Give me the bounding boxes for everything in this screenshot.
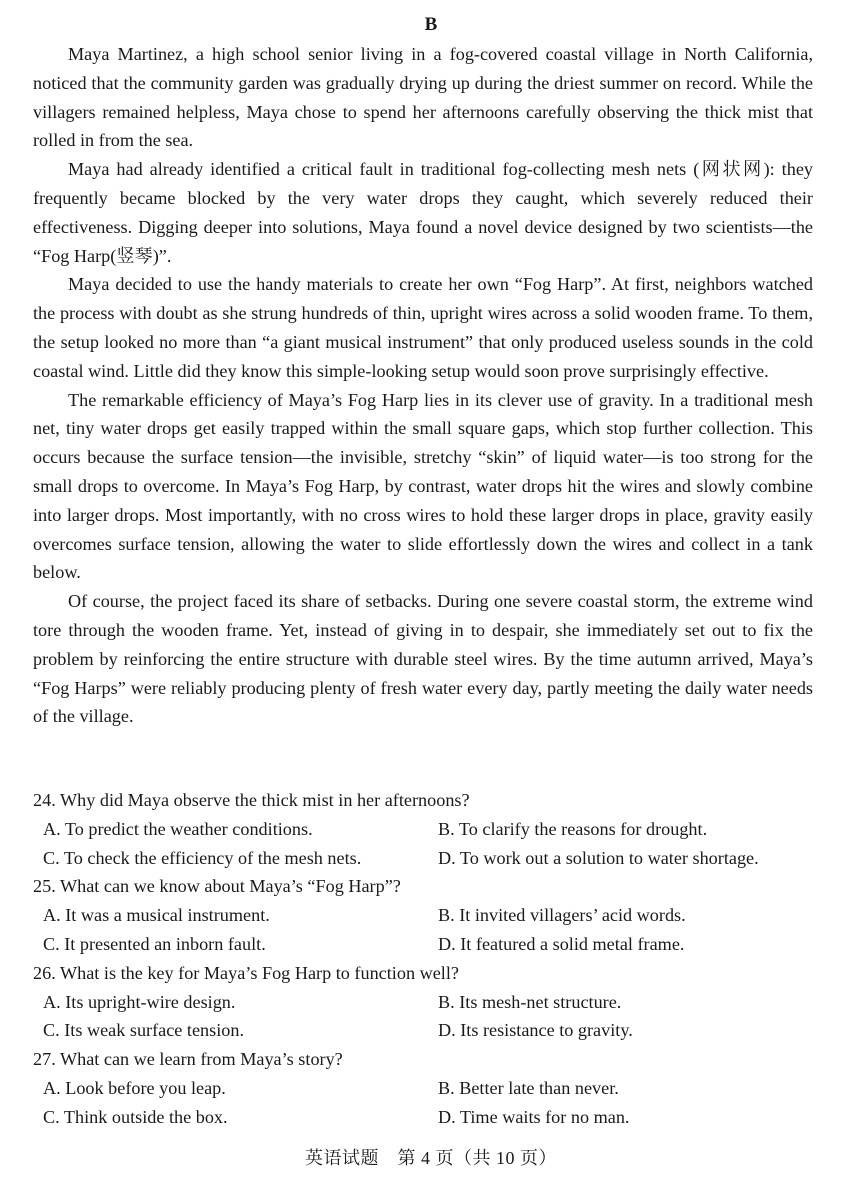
passage-paragraph: Maya decided to use the handy materials to create her own “Fog Harp”. At first, neighbors watched the process with doubt as she strung hundreds of thin, upright wires across a solid wooden frame. To them, the setup looked no more than “a giant musical instrument” that only produced useless sounds in the cold coastal wind. Little did they know this simple-looking setup would soon prove surprisingly effective. — [33, 274, 813, 381]
question-stem: 27. What can we learn from Maya’s story? — [33, 1049, 343, 1070]
question-stem: 26. What is the key for Maya’s Fog Harp to function well? — [33, 962, 459, 983]
page-footer: 英语试题 第 4 页（共 10 页） — [305, 1148, 557, 1168]
option-d: D. Its resistance to gravity. — [438, 1020, 633, 1041]
option-a: A. It was a musical instrument. — [43, 905, 270, 926]
question-25 — [33, 872, 823, 958]
reading-passage — [33, 40, 813, 731]
passage-paragraph: The remarkable efficiency of Maya’s Fog Harp lies in its clever use of gravity. In a traditional mesh net, tiny water drops get easily trapped within the small square gaps, which stop further collection. This occurs because the surface tension—the invisible, stretchy “skin” of liquid water—is too strong for the small drops to overcome. In Maya’s Fog Harp, by contrast, water drops hit the wires and slowly combine into larger drops. Most importantly, with no cross wires to hold these larger drops in place, gravity easily overcomes surface tension, allowing the water to slide effortlessly down the wires and collect in a tank below. — [33, 389, 813, 583]
question-24 — [33, 786, 823, 872]
option-b: B. To clarify the reasons for drought. — [438, 818, 708, 839]
question-stem: 24. Why did Maya observe the thick mist in her afternoons? — [33, 790, 470, 810]
passage-paragraph: Of course, the project faced its share of setbacks. During one severe coastal storm, the extreme wind tore through the wooden frame. Yet, instead of giving in to despair, she immediately set out to fix the problem by reinforcing the entire structure with durable steel wires. By the time autumn arrived, Maya’s “Fog Harps” were reliably producing plenty of fresh water every day, partly meeting the daily water needs of the village. — [33, 591, 813, 727]
option-a: A. Look before you leap. — [43, 1077, 226, 1098]
question-list — [33, 786, 823, 1132]
option-c: C. To check the efficiency of the mesh nets. — [43, 847, 362, 868]
option-b: B. It invited villagers’ acid words. — [438, 905, 686, 926]
section-heading: B — [424, 14, 438, 35]
question-27 — [33, 1045, 823, 1131]
option-d: D. To work out a solution to water shortage. — [438, 847, 759, 868]
option-c: C. Think outside the box. — [43, 1106, 228, 1127]
option-c: C. Its weak surface tension. — [43, 1020, 245, 1041]
option-a: A. To predict the weather conditions. — [43, 818, 313, 839]
passage-paragraph: Maya had already identified a critical fault in traditional fog-collecting mesh nets (网状网): they frequently became blocked by the very water drops they caught, which severely reduced their effectiveness. Digging deeper into solutions, Maya found a novel device designed by two scientists—the “Fog Harp(竖琴)”. — [33, 159, 813, 266]
passage-paragraph: Maya Martinez, a high school senior living in a fog-covered coastal village in North California, noticed that the community garden was gradually drying up during the driest summer on record. While the villagers remained helpless, Maya chose to spend her afternoons carefully observing the thick mist that rolled in from the sea. — [33, 44, 813, 151]
option-d: D. It featured a solid metal frame. — [438, 933, 685, 954]
option-b: B. Better late than never. — [438, 1077, 619, 1098]
question-stem: 25. What can we know about Maya’s “Fog Harp”? — [33, 876, 401, 897]
option-b: B. Its mesh-net structure. — [438, 991, 622, 1012]
option-c: C. It presented an inborn fault. — [43, 933, 266, 954]
question-26 — [33, 959, 823, 1045]
option-d: D. Time waits for no man. — [438, 1106, 630, 1127]
option-a: A. Its upright-wire design. — [43, 991, 236, 1012]
